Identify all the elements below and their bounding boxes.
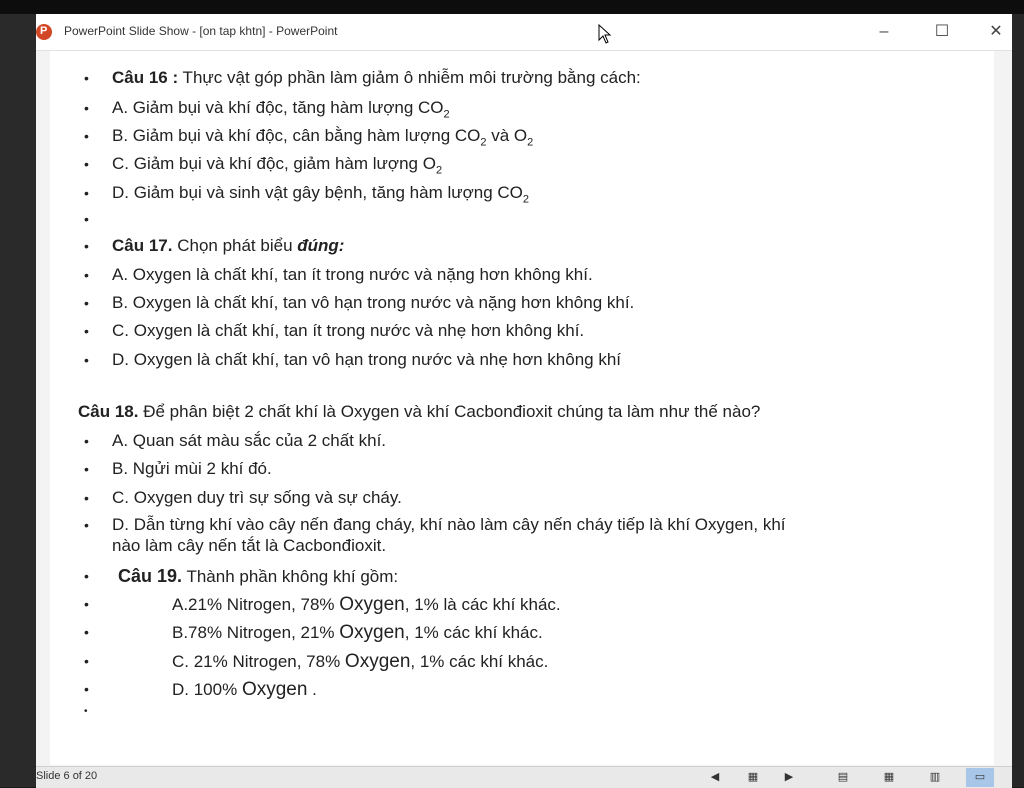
q17-text: Chọn phát biểu bbox=[172, 236, 298, 255]
q19-text: Thành phần không khí gồm: bbox=[182, 567, 399, 586]
q16-text: Thực vật góp phần làm giảm ô nhiễm môi trường bằng cách: bbox=[178, 68, 641, 87]
minimize-button[interactable]: – bbox=[879, 23, 889, 40]
powerpoint-icon: P bbox=[36, 24, 52, 40]
q17-label: Câu 17. bbox=[112, 236, 173, 255]
status-bar bbox=[36, 766, 1012, 788]
previous-icon[interactable]: ◀ bbox=[710, 771, 720, 783]
close-button[interactable]: ✕ bbox=[989, 23, 1003, 40]
mouse-cursor-icon bbox=[598, 24, 612, 44]
slideshow-view-icon[interactable]: ▭ bbox=[966, 768, 994, 787]
q18-text: Để phân biệt 2 chất khí là Oxygen và khí Cacbonđioxit chúng ta làm như thế nào? bbox=[138, 402, 761, 421]
powerpoint-window bbox=[36, 14, 1012, 787]
next-icon[interactable]: ▶ bbox=[784, 771, 794, 783]
maximize-button[interactable]: ☐ bbox=[934, 23, 950, 40]
outer-frame-left bbox=[0, 14, 36, 787]
slide-canvas[interactable]: • Câu 16 : Thực vật góp phần làm giảm ô nhiễm môi trường bằng cách: • A. Giảm bụi và khí độc, tăng hàm lượng $CO_2$ • B. Giảm bụi và khí độc, cân bằng hàm lượng $CO_2$ và $O_2$ • C. Giảm bụi và khí độc, giảm hàm lượng $O_2$ • D. Giảm bụi và sinh vật gây bệnh, tăng hàm lượng $CO_2$ • • Câu 17. Chọn phát biểu đúng: • A. Oxygen là chất khí, tan ít trong nước và nặng hơn không khí. • B. Oxygen là chất khí, tan vô hạn trong nước và nặng hơn không khí. • C. Oxygen là chất khí, tan ít trong nước và nhẹ hơn không khí. • D. Oxygen là chất khí, tan vô hạn trong nước và nhẹ hơn không khí Câu 18. Để phân biệt 2 chất khí là Oxygen và khí Cacbonđioxit chúng ta làm như thế nào? • A. Quan sát màu sắc của 2 chất khí. • B. Ngửi mùi 2 khí đó. • C. Oxygen duy trì sự sống và sự cháy. • D. Dẫn từng khí vào cây nến đang cháy, khí nào làm cây nến cháy tiếp là khí Oxygen, khí nào làm cây nến tắt là Cacbonđioxit. • Câu 19. Thành phần không khí gồm: • A.21% Nitrogen, 78% Oxygen, 1% là các khí khác. • B.78% Nitrogen, 21% Oxygen, 1% các khí khác. • C. 21% Nitrogen, 78% Oxygen, 1% các khí khác. • D. 100% Oxygen . • bbox=[50, 51, 994, 765]
normal-view-icon[interactable]: ▤ bbox=[837, 771, 849, 783]
q19-label: Câu 19. bbox=[118, 566, 183, 586]
q18-label: Câu 18. bbox=[78, 402, 139, 421]
slide-grid-icon[interactable]: ▦ bbox=[747, 771, 759, 783]
q16-label: Câu 16 : bbox=[112, 68, 179, 87]
q17-emphasis: đúng: bbox=[297, 236, 345, 255]
window-title: PowerPoint Slide Show - [on tap khtn] - PowerPoint bbox=[64, 24, 338, 38]
reading-view-icon[interactable]: ▥ bbox=[929, 771, 941, 783]
outer-frame-top bbox=[0, 0, 1024, 14]
outer-frame-right bbox=[1012, 14, 1024, 787]
slide-sorter-icon[interactable]: ▦ bbox=[883, 771, 895, 783]
title-bar bbox=[36, 14, 1012, 51]
slide-counter: Slide 6 of 20 bbox=[36, 770, 98, 782]
